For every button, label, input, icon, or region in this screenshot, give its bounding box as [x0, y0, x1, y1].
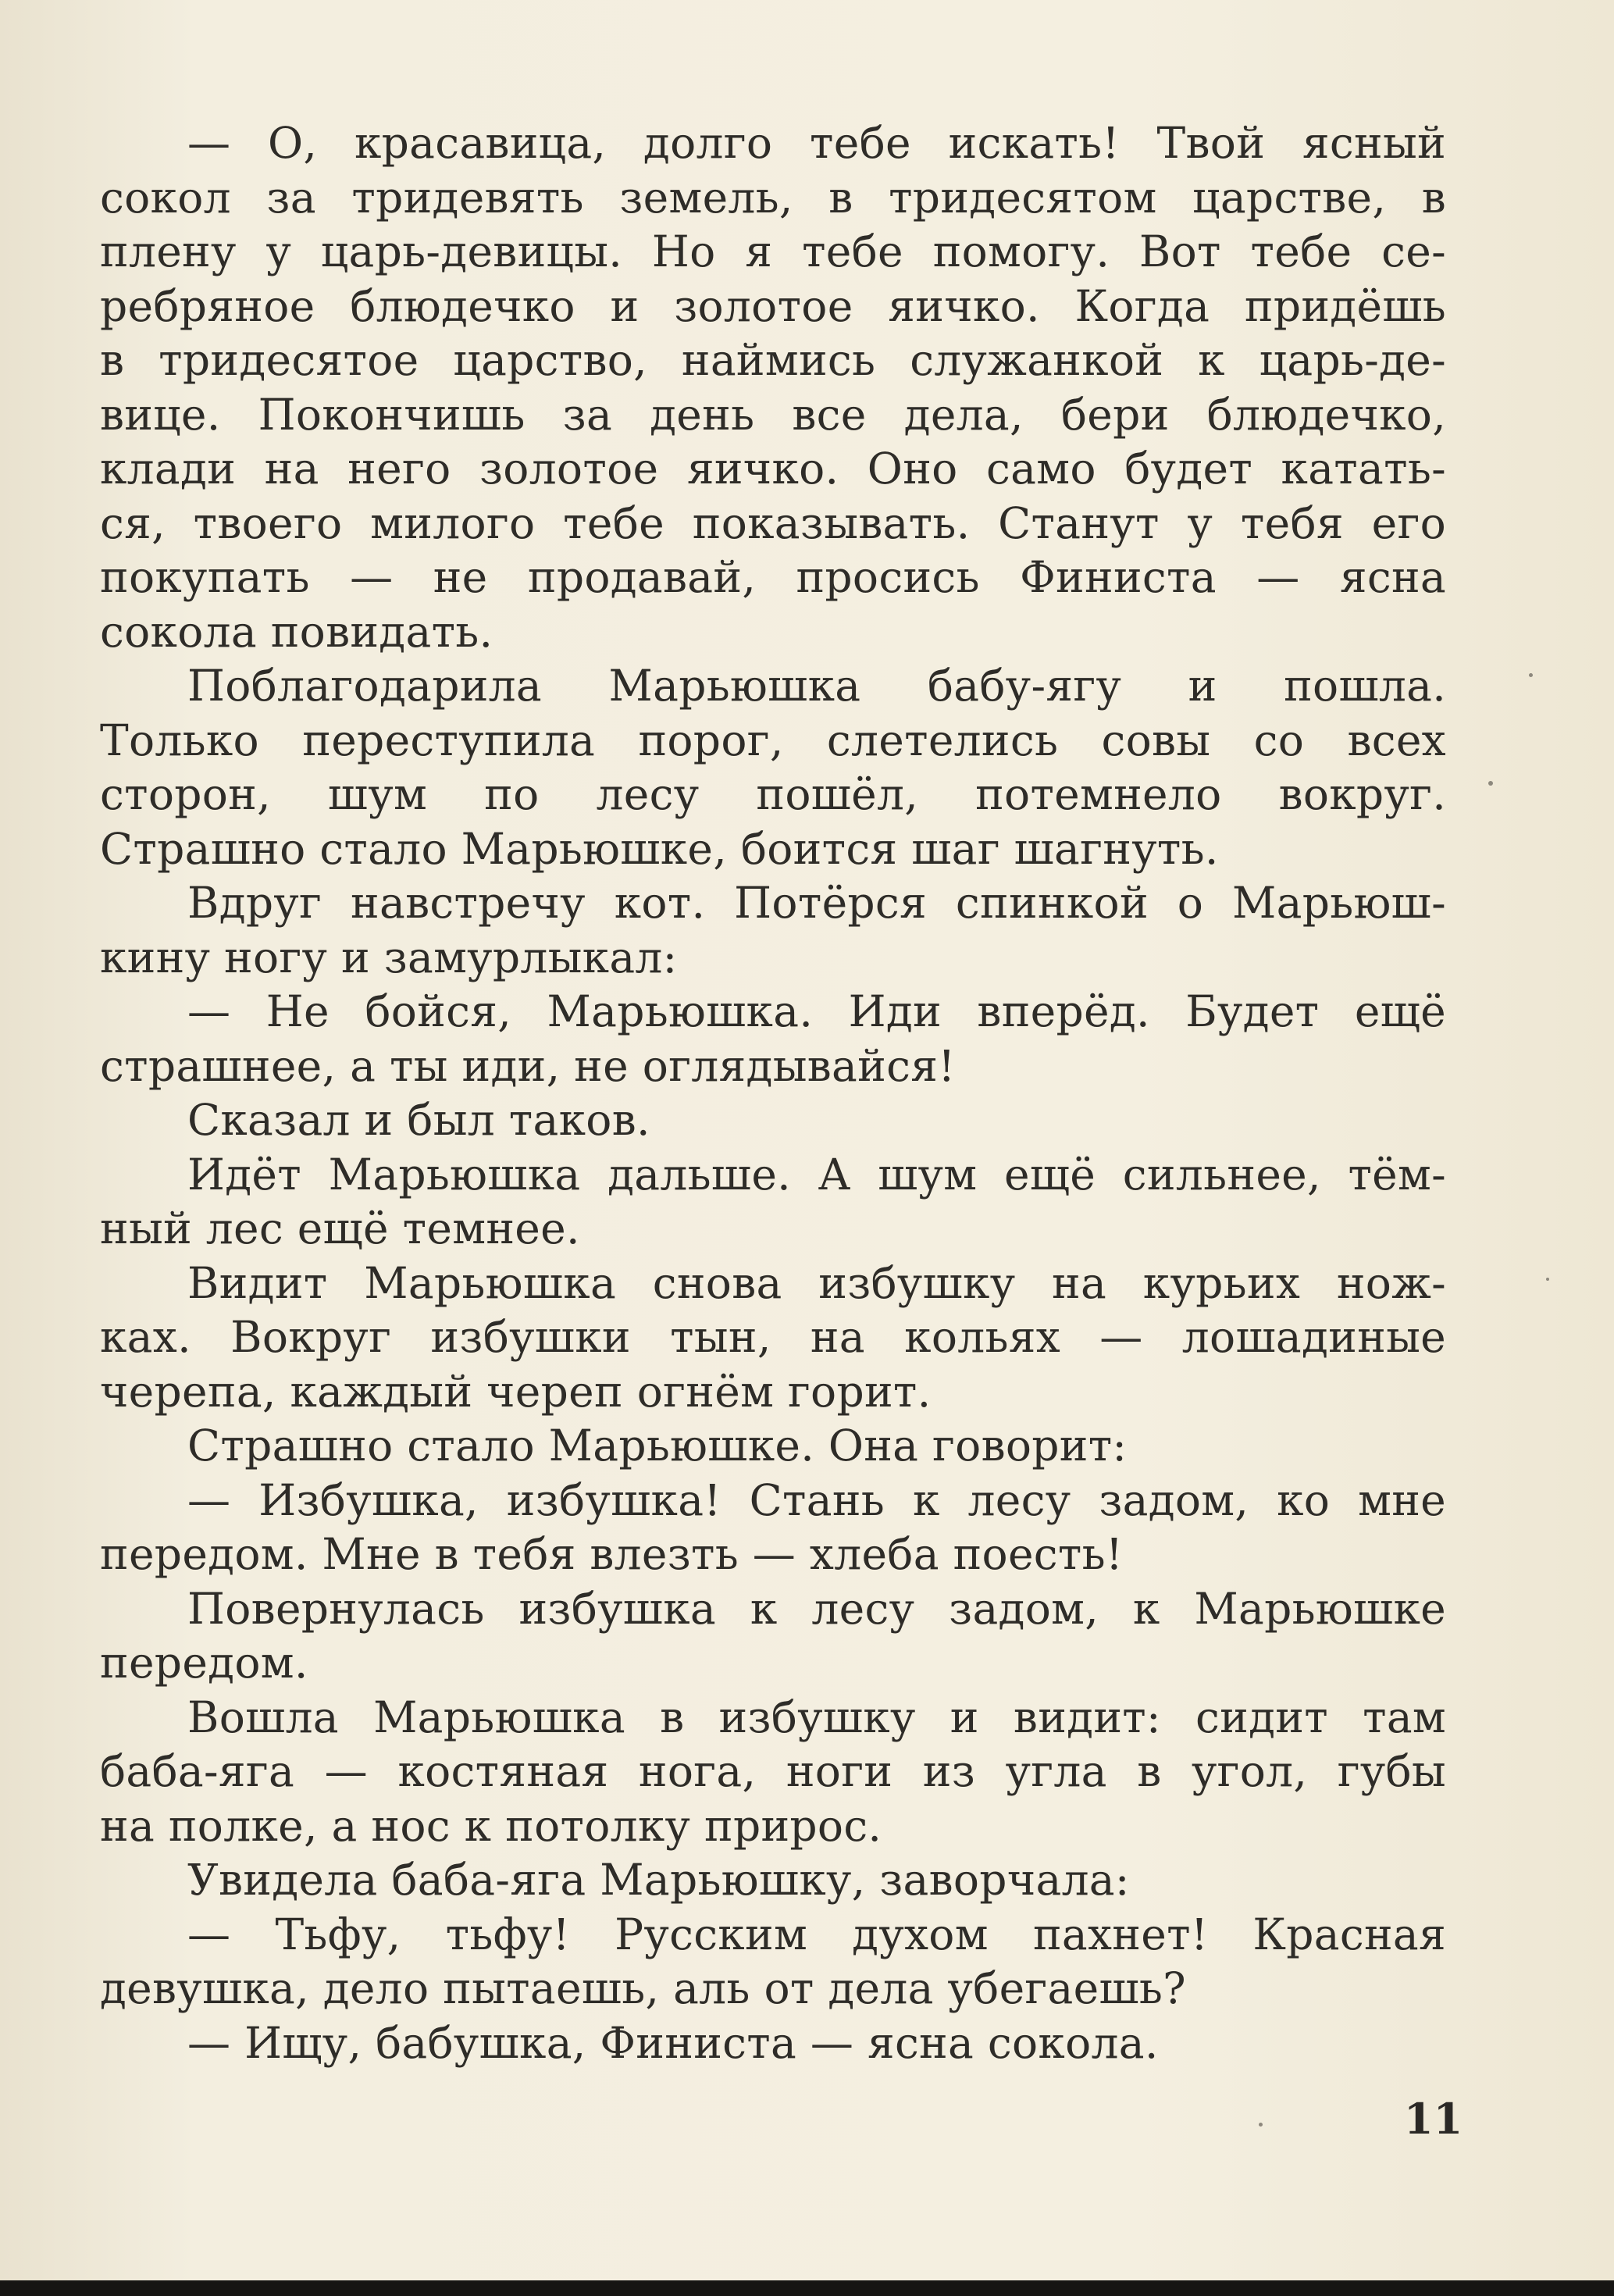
- text-line: в тридесятое царство, наймись служанкой к царь-де-: [100, 335, 1446, 385]
- text-line: ный лес ещё темнее.: [100, 1203, 580, 1253]
- text-line: — Ищу, бабушка, Финиста — ясна сокола.: [187, 2017, 1159, 2068]
- text-line: передом. Мне в тебя влезть — хлеба поесть!: [100, 1529, 1124, 1579]
- page-number: 11: [1404, 2094, 1463, 2144]
- text-line: ребряное блюдечко и золотое яичко. Когда придёшь: [100, 280, 1446, 331]
- text-line: на полке, а нос к потолку прирос.: [100, 1800, 882, 1851]
- paper-speck: [1529, 673, 1533, 677]
- text-line: вице. Покончишь за день все дела, бери блюдечко,: [100, 389, 1446, 440]
- paper-speck: [1546, 1278, 1549, 1281]
- text-line: Только переступила порог, слетелись совы со всех: [100, 715, 1446, 765]
- text-line: Сказал и был таков.: [187, 1095, 650, 1145]
- text-line: покупать — не продавай, просись Финиста — ясна: [100, 552, 1446, 602]
- text-line: сокол за тридевять земель, в тридесятом царстве, в: [100, 172, 1446, 223]
- text-line: — Тьфу, тьфу! Русским духом пахнет! Красная: [187, 1909, 1446, 1959]
- text-line: Поблагодарила Марьюшка бабу-ягу и пошла.: [187, 661, 1446, 711]
- text-line: девушка, дело пытаешь, аль от дела убегаешь?: [100, 1963, 1186, 2013]
- text-line: ся, твоего милого тебе показывать. Станут у тебя его: [100, 497, 1446, 548]
- text-line: плену у царь-девицы. Но я тебе помогу. Вот тебе се-: [100, 226, 1446, 276]
- text-line: — Не бойся, Марьюшка. Иди вперёд. Будет ещё: [187, 986, 1446, 1036]
- text-line: Идёт Марьюшка дальше. А шум ещё сильнее, тём-: [187, 1149, 1446, 1200]
- text-line: черепа, каждый череп огнём горит.: [100, 1366, 932, 1417]
- text-line: сокола повидать.: [100, 606, 493, 657]
- text-line: Увидела баба-яга Марьюшку, заворчала:: [187, 1855, 1130, 1905]
- text-line: Повернулась избушка к лесу задом, к Марьюшке: [187, 1583, 1446, 1634]
- text-line: ках. Вокруг избушки тын, на кольях — лошадиные: [100, 1312, 1446, 1362]
- text-line: — О, красавица, долго тебе искать! Твой ясный: [187, 118, 1446, 168]
- text-line: передом.: [100, 1638, 308, 1688]
- text-line: баба-яга — костяная нога, ноги из угла в угол, губы: [100, 1746, 1446, 1796]
- story-text: [100, 116, 1446, 2070]
- text-line: Вошла Марьюшка в избушку и видит: сидит там: [187, 1692, 1446, 1742]
- text-line: Страшно стало Марьюшке. Она говорит:: [187, 1421, 1128, 1471]
- text-line: клади на него золотое яичко. Оно само будет катать-: [100, 444, 1446, 494]
- scan-edge: [0, 2280, 1614, 2296]
- text-line: Вдруг навстречу кот. Потёрся спинкой о Марьюш-: [187, 878, 1446, 928]
- paper-speck: [1488, 781, 1493, 786]
- text-line: кину ногу и замурлыкал:: [100, 932, 678, 982]
- text-line: сторон, шум по лесу пошёл, потемнело вокруг.: [100, 769, 1446, 819]
- text-line: страшнее, а ты иди, не оглядывайся!: [100, 1040, 956, 1091]
- text-line: — Избушка, избушка! Стань к лесу задом, ко мне: [187, 1474, 1446, 1525]
- paper-speck: [1259, 2123, 1263, 2127]
- text-line: Страшно стало Марьюшке, боится шаг шагнуть.: [100, 823, 1219, 874]
- text-line: Видит Марьюшка снова избушку на курьих нож-: [187, 1257, 1446, 1308]
